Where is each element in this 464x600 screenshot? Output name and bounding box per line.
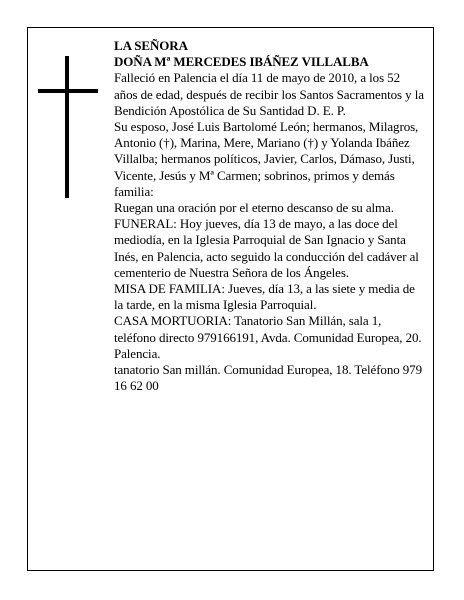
- prayer-request: Ruegan una oración por el eterno descanso de su alma.: [114, 200, 394, 216]
- funeral-details: FUNERAL: Hoy jueves, día 13 de mayo, a las doce del mediodía, en la Iglesia Parroquial de San Ignacio y Santa Inés, en Palencia, acto seguido la conducción del cadáver al cementerio de Nuestra Señora de los Ángeles.: [114, 216, 419, 280]
- deceased-name: DOÑA Mª MERCEDES IBÁÑEZ VILLALBA: [114, 54, 369, 70]
- funeral-home-details: CASA MORTUORIA: Tanatorio San Millán, sala 1, teléfono directo 979166191, Avda. Comunidad Europea, 20. Palencia.: [114, 313, 422, 361]
- family-list: Su esposo, José Luis Bartolomé León; hermanos, Milagros, Antonio (†), Marina, Mere, Mariano (†) y Yolanda Ibáñez Villalba; hermanos políticos, Javier, Carlos, Dámaso, Justi, Vicente, Jesús y Mª Carmen; sobrinos, primos y demás familia:: [114, 119, 419, 199]
- death-announcement: Falleció en Palencia el día 11 de mayo de 2010, a los 52 años de edad, después de recibir los Santos Sacramentos y la Bendición Apostólica de Su Santidad D. E. P.: [114, 70, 424, 118]
- heading-title: LA SEÑORA: [114, 38, 188, 53]
- family-mass-details: MISA DE FAMILIA: Jueves, día 13, a las siete y media de la tarde, en la misma Iglesia Parroquial.: [114, 281, 415, 313]
- latin-cross-icon: [38, 56, 98, 198]
- funeral-home-contact: tanatorio San millán. Comunidad Europea, 18. Teléfono 979 16 62 00: [114, 362, 422, 394]
- obituary-notice: [27, 27, 434, 571]
- notice-text: [114, 38, 424, 394]
- cross-vertical-bar: [65, 56, 69, 198]
- cross-horizontal-bar: [38, 89, 98, 93]
